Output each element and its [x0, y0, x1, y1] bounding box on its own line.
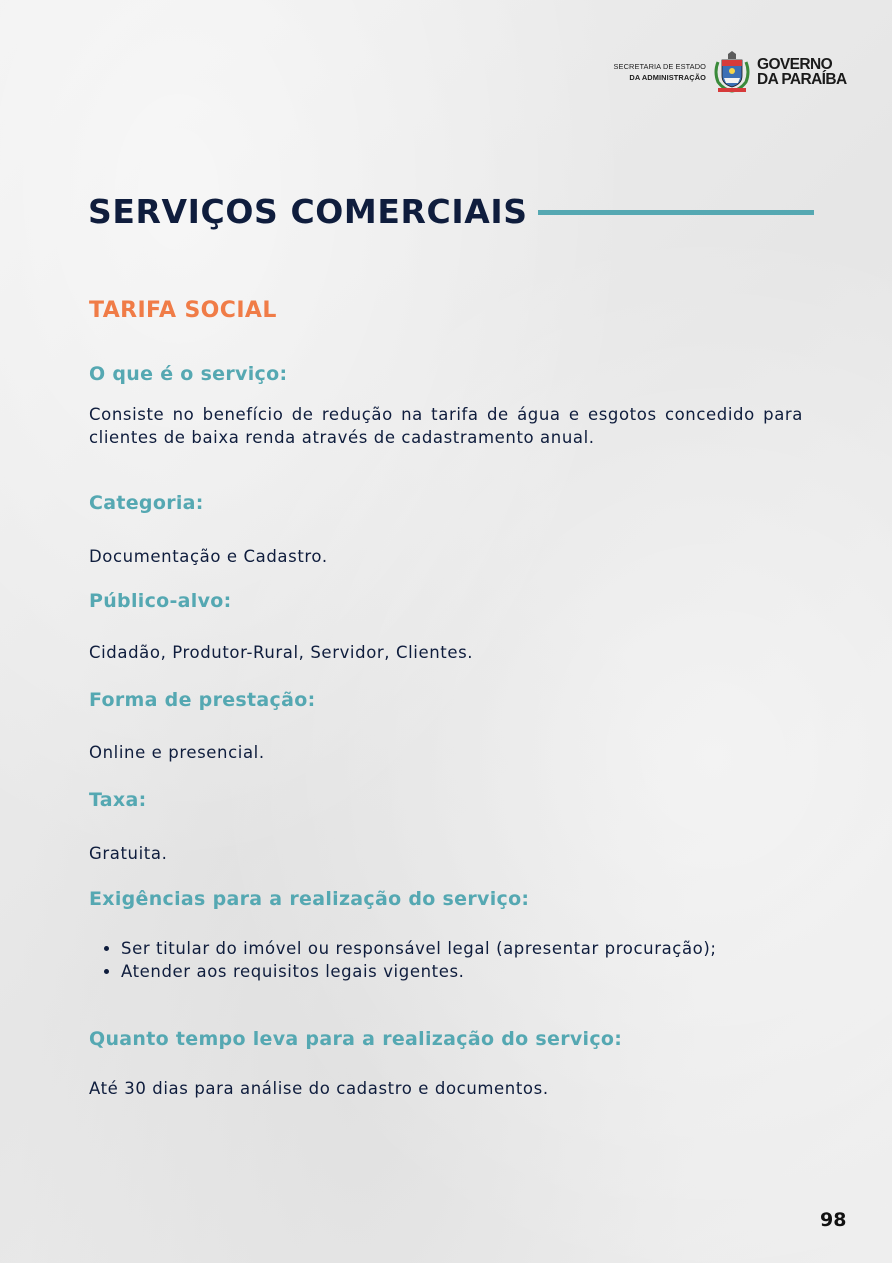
text-taxa: Gratuita. — [89, 844, 168, 863]
list-exigencias — [89, 937, 803, 983]
title-divider — [538, 210, 814, 215]
header-logo — [600, 50, 850, 94]
page-title: SERVIÇOS COMERCIAIS — [88, 191, 528, 231]
text-o-que-e: Consiste no benefício de redução na tarifa de água e esgotos concedido para clientes de baixa renda através de cadastramento anual. — [89, 405, 803, 447]
list-item: • Ser titular do imóvel ou responsável legal (apresentar procuração); — [121, 937, 803, 960]
service-name: TARIFA SOCIAL — [89, 298, 277, 323]
heading-exigencias: Exigências para a realização do serviço: — [89, 888, 530, 910]
page-number: 98 — [820, 1209, 847, 1231]
governo-wordmark — [757, 57, 847, 87]
secretaria-label — [600, 61, 706, 83]
governo-line2: DA PARAÍBA — [757, 71, 847, 88]
heading-categoria: Categoria: — [89, 492, 204, 514]
secretaria-line1: SECRETARIA DE ESTADO — [613, 62, 706, 71]
governo-line1: GOVERNO — [757, 56, 833, 73]
heading-o-que-e: O que é o serviço: — [89, 363, 288, 385]
heading-publico-alvo: Público-alvo: — [89, 590, 232, 612]
text-forma-prestacao: Online e presencial. — [89, 743, 265, 762]
secretaria-line2: DA ADMINISTRAÇÃO — [629, 73, 706, 82]
heading-taxa: Taxa: — [89, 789, 147, 811]
heading-forma-prestacao: Forma de prestação: — [89, 689, 316, 711]
text-categoria: Documentação e Cadastro. — [89, 547, 328, 566]
text-publico-alvo: Cidadão, Produtor-Rural, Servidor, Clientes. — [89, 643, 474, 662]
list-item: • Atender aos requisitos legais vigentes. — [121, 960, 803, 983]
heading-tempo: Quanto tempo leva para a realização do serviço: — [89, 1028, 623, 1050]
page-title-row — [88, 188, 814, 234]
coat-of-arms-icon — [712, 50, 752, 94]
text-tempo: Até 30 dias para análise do cadastro e documentos. — [89, 1079, 549, 1098]
